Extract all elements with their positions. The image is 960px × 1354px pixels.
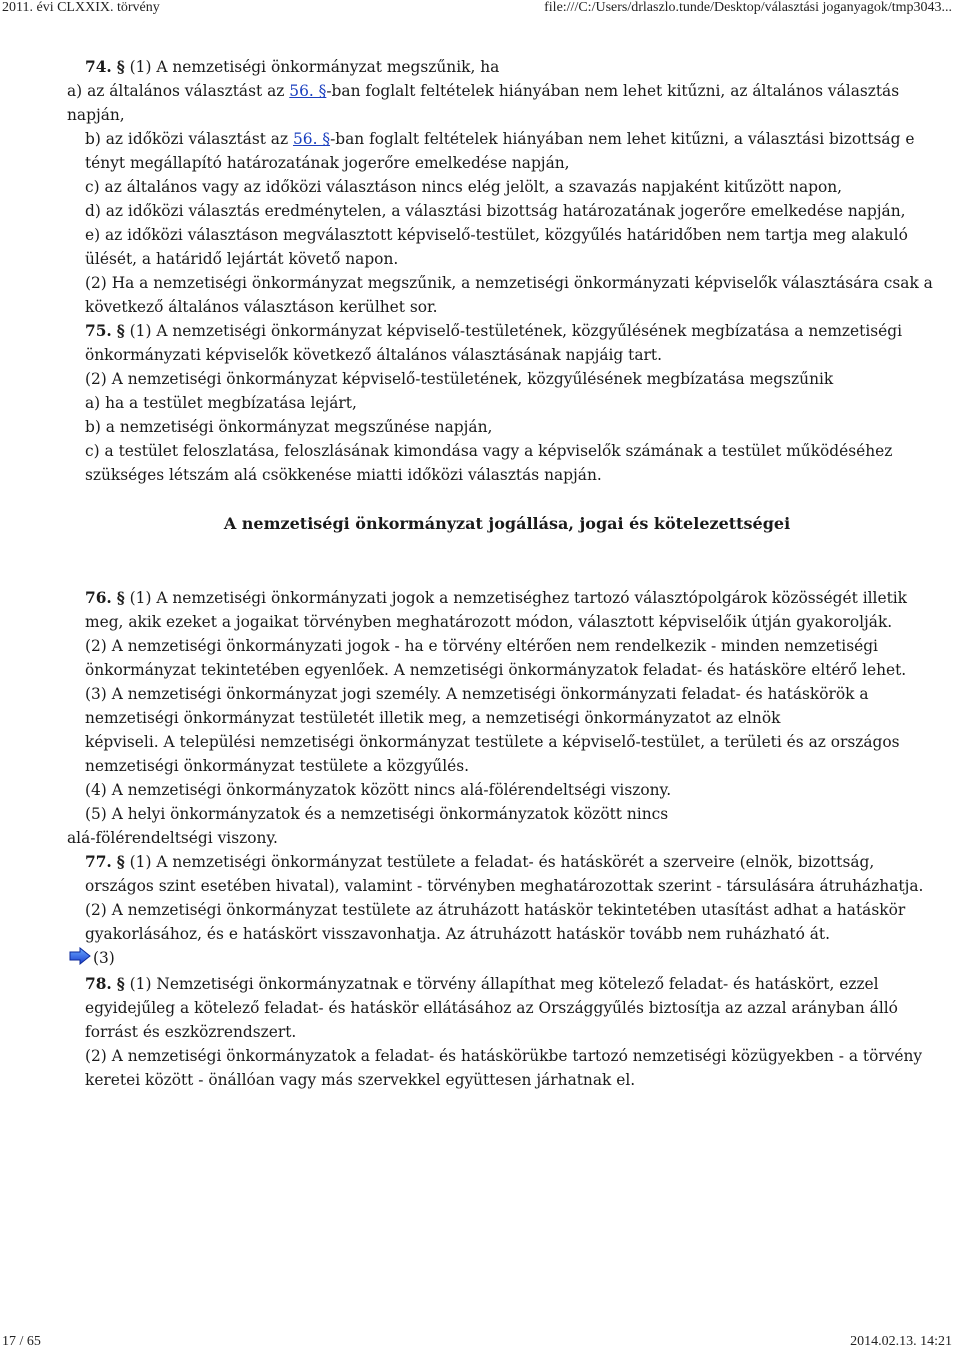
section-78-para-2: (2) A nemzetiségi önkormányzatok a feladat- és hatáskörükbe tartozó nemzetiségi közügyekben - a törvény keretei között - önállóan vagy más szervekkel együttesen járhatnak el.: [85, 1047, 923, 1089]
arrow-right-icon[interactable]: [69, 947, 91, 972]
section-77-para-3: [67, 946, 947, 972]
section-74-point-a: [67, 79, 947, 127]
paragraph-sign: §: [116, 589, 125, 607]
section-76-para-3: (3) A nemzetiségi önkormányzat jogi személy. A nemzetiségi önkormányzati feladat- és hatáskörök a nemzetiségi önkormányzat testületét illetik meg, a nemzetiségi önkormányzatot az elnök: [85, 685, 869, 727]
print-datetime: 2014.02.13. 14:21: [850, 1334, 952, 1349]
point-text: -ban foglalt feltételek hiányában nem lehet kitűzni, a választási bizottság e tényt megállapító határozatának jogerőre emelkedése napján,: [85, 130, 915, 172]
paragraph-text: (1) A nemzetiségi önkormányzat képviselő-testületének, közgyűlésének megbízatása a nemzetiségi önkormányzati képviselők következő általános választásának napjáig tart.: [85, 322, 903, 364]
section-76-para-4: (4) A nemzetiségi önkormányzatok között nincs alá-fölérendeltségi viszony.: [85, 781, 672, 799]
header-file-path: file:///C:/Users/drlaszlo.tunde/Desktop/választási joganyagok/tmp3043...: [544, 0, 952, 15]
paragraph-sign: §: [116, 975, 125, 993]
paragraph-text: (1) Nemzetiségi önkormányzatnak e törvény állapíthat meg kötelező feladat- és hatáskört, ezzel egyidejűleg a kötelező feladat- és hatáskör ellátásához az Országgyűlés biztosítja az azzal arányban álló forrást és eszközrendszert.: [85, 975, 898, 1041]
point-text: b) az időközi választást az: [85, 130, 289, 148]
section-76-para-2: (2) A nemzetiségi önkormányzati jogok - ha e törvény eltérően nem rendelkezik - minden nemzetiségi önkormányzat tekintetében egyenlőek. A nemzetiségi önkormányzatok feladat- és hatásköre eltérő lehet.: [85, 637, 907, 679]
paragraph-sign: §: [116, 58, 125, 76]
section-number: 75.: [85, 322, 112, 340]
section-76-para-3-cont: képviseli. A települési nemzetiségi önkormányzat testülete a képviselő-testület, a területi és az országos nemzetiségi önkormányzat testülete a közgyűlés.: [85, 733, 900, 775]
section-77-para-2: (2) A nemzetiségi önkormányzat testülete az átruházott hatáskör tekintetében utasítást adhat a hatáskör gyakorlásához, és e hatáskört visszavonhatja. Az átruházott hatáskör tovább nem ruházható át.: [85, 901, 906, 943]
section-74-para-2: (2) Ha a nemzetiségi önkormányzat megszűnik, a nemzetiségi önkormányzati képviselők választására csak a következő általános választáson kerülhet sor.: [85, 274, 933, 316]
page-number: 17 / 65: [2, 1334, 41, 1349]
document-body: [67, 55, 947, 1092]
section-74-para-1: [67, 55, 947, 79]
paragraph-text: (3): [93, 949, 115, 967]
header-title: 2011. évi CLXXIX. törvény: [2, 0, 160, 15]
section-75-para-2: (2) A nemzetiségi önkormányzat képviselő-testületének, közgyűlésének megbízatása megszűnik: [85, 370, 834, 388]
section-number: 74.: [85, 58, 112, 76]
chapter-heading: A nemzetiségi önkormányzat jogállása, jogai és kötelezettségei: [223, 514, 791, 533]
point-text: a) az általános választást az: [67, 82, 285, 100]
section-number: 78.: [85, 975, 112, 993]
section-75-point-b: b) a nemzetiségi önkormányzat megszűnése napján,: [85, 418, 493, 436]
paragraph-text: (1) A nemzetiségi önkormányzat testülete a feladat- és hatáskörét a szerveire (elnök, bizottság, országos szint esetében hivatal), valamint - törvényben meghatározottak szerint - társulására átruházhatja.: [85, 853, 924, 895]
section-76-para-5-cont: alá-fölérendeltségi viszony.: [67, 829, 278, 847]
point-text: -ban foglalt feltételek hiányában nem lehet kitűzni, az általános választás napján,: [67, 82, 900, 124]
paragraph-text: (1) A nemzetiségi önkormányzat megszűnik, ha: [129, 58, 500, 76]
section-link-56[interactable]: 56. §: [289, 82, 327, 100]
paragraph-sign: §: [116, 322, 125, 340]
section-74-point-b: [67, 127, 947, 175]
section-number: 77.: [85, 853, 112, 871]
section-link-56[interactable]: 56. §: [292, 130, 331, 148]
section-74-point-e: e) az időközi választáson megválasztott képviselő-testület, közgyűlés határidőben nem tartja meg alakuló ülését, a határidő lejártát követő napon.: [85, 226, 908, 268]
section-75-para-1: [67, 319, 947, 367]
section-number: 76.: [85, 589, 112, 607]
section-77-para-1: [67, 850, 947, 898]
section-76-para-1: [67, 586, 947, 634]
section-76-para-5: (5) A helyi önkormányzatok és a nemzetiségi önkormányzatok között nincs: [85, 805, 669, 823]
section-74-point-d: d) az időközi választás eredménytelen, a választási bizottság határozatának jogerőre emelkedése napján,: [85, 202, 906, 220]
paragraph-text: (1) A nemzetiségi önkormányzati jogok a nemzetiséghez tartozó választópolgárok közösségét illetik meg, akik ezeket a jogaikat törvényben meghatározott módon, választott képviselőik útján gyakorolják.: [85, 589, 908, 631]
paragraph-sign: §: [116, 853, 125, 871]
section-75-point-a: a) ha a testület megbízatása lejárt,: [85, 394, 357, 412]
section-75-point-c: c) a testület feloszlatása, feloszlásának kimondása vagy a képviselők számának a testület működéséhez szükséges létszám alá csökkenése miatti időközi választás napján.: [85, 442, 893, 484]
section-74-point-c: c) az általános vagy az időközi választáson nincs elég jelölt, a szavazás napjaként kitűzött napon,: [85, 178, 843, 196]
section-78-para-1: [67, 972, 947, 1044]
